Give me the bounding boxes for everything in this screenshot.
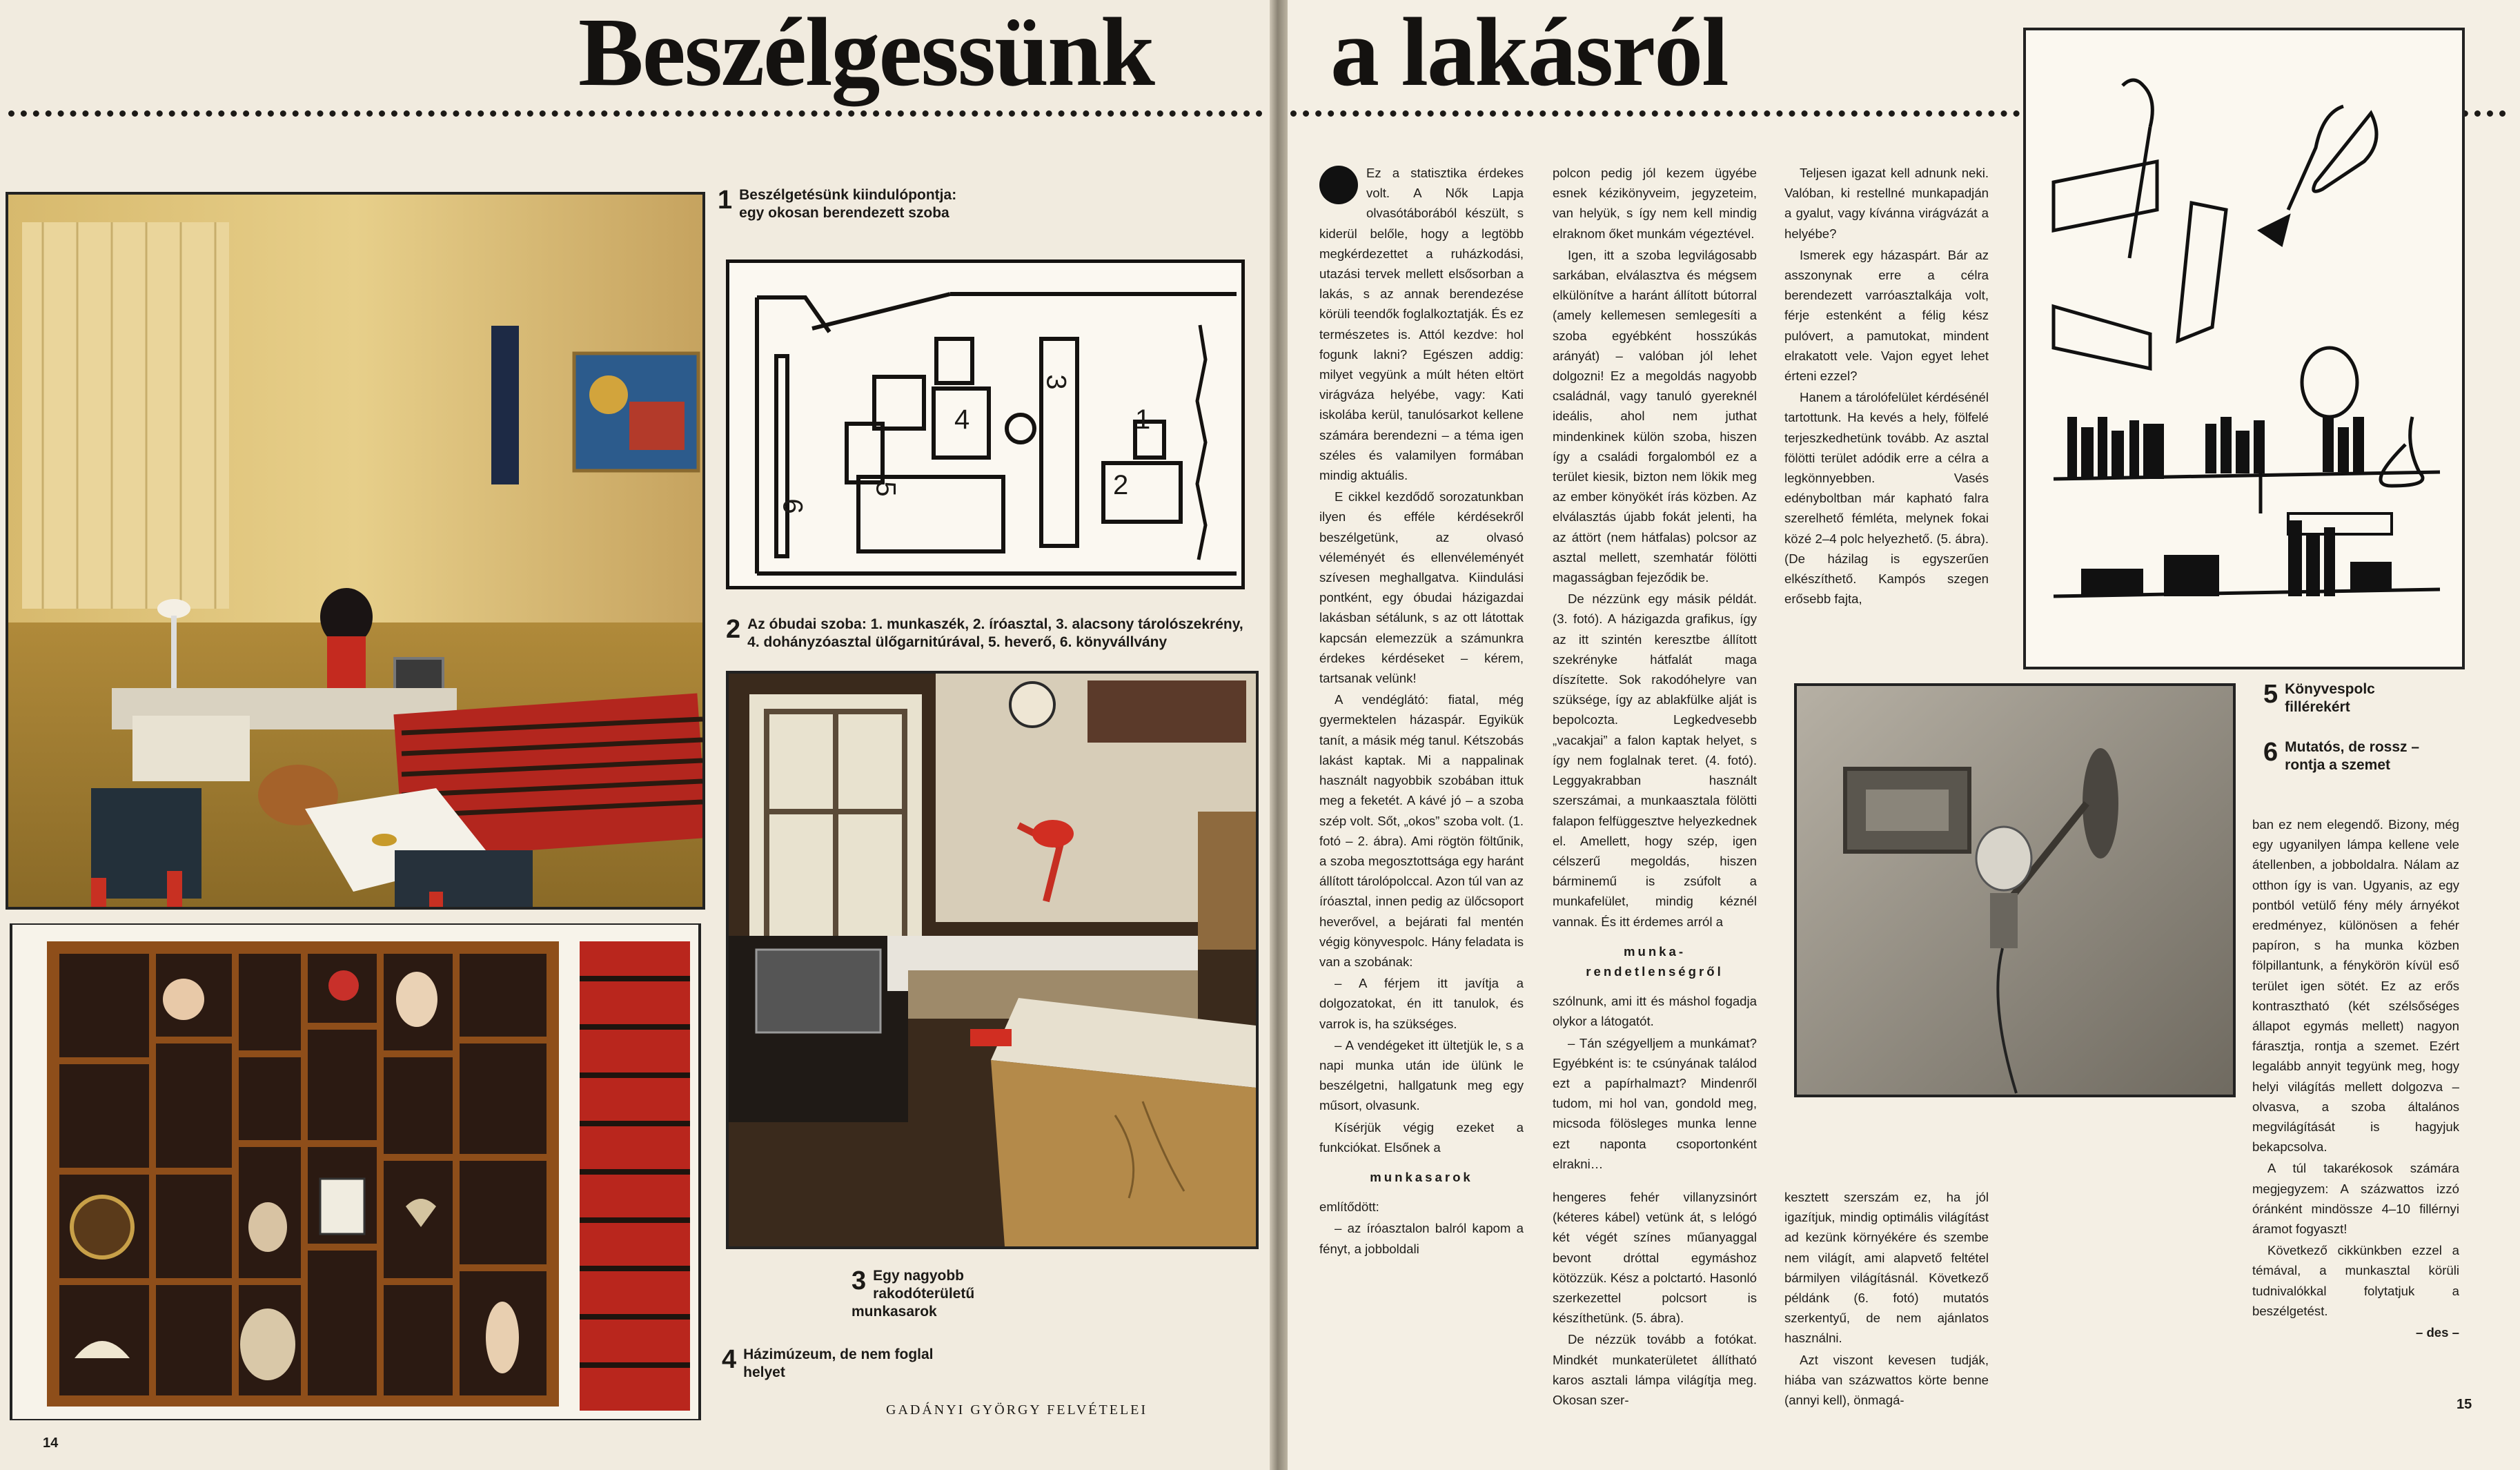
col3b-para-1: hengeres fehér villanyzsinórt (kéteres kábel) vetünk át, s lelógó két végét színes műanyaggal bevont dróttal egymáshoz kötözzük. Kész a polctartó. Hasonló szerkezettel polcsort is készíthetünk. (5. ábra). [1553,1190,1757,1326]
text-column-4-bottom [1784,1187,1989,1411]
col3-para-3: Hanem a tárolófelület kérdésénél tartottunk. Ha kevés a hely, fölfelé terjeszkedhetünk tovább. Az asztal fölötti terület adódik erre a célra a legkönnyebben. Vasés edényboltban már kapható falra szerelhető fémléta, melynek fokai közé 2–4 polc helyezhető. (5. ábra). (De házilag is egyszerűen elkészíthető. Kampós szegen erősebb fajta, [1784,390,1989,607]
col2-para-1: polcon pedig jól kezem ügyébe esnek kézikönyveim, jegyzeteim, van helyük, s így nem kell mindig elraknom őket munkám végeztével. [1553,166,1757,241]
page-gutter [1270,0,1288,1470]
col2-subhead-2: rendetlenségről [1586,963,1724,979]
plan-label-2: 2 [1113,470,1129,500]
article-signature: – des – [2415,1325,2459,1340]
photo-living-room [6,192,705,910]
caption-5-number: 5 [2263,680,2278,709]
text-column-5 [2252,814,2459,1344]
col2-subhead-1: munka- [1623,943,1686,959]
col1-para-2: E cikkel kezdődő sorozatunkban ilyen és efféle kérdésekről beszélgetünk, az olvasó véleményét és ellenvéleményét szívesen meghallgatva. Kiindulási pontként, egy óbudai házigazdai lakásban sétálunk, s az ott látottak kapcsán elemezzük a számunkra érdekes kérdéseket – kérem, tartsanak velünk! [1319,489,1524,686]
caption-3-text: Egy nagyobb rakodóterületű munkasarok [852,1268,975,1320]
caption-3 [852,1267,1010,1321]
plan-label-6: 6 [777,498,808,514]
caption-4 [722,1346,943,1382]
col1-para-1: Ez a statisztika érdekes volt. A Nők Lapja olvasótáborából készült, s kiderül belőle, hogy a legtöbb megkérdezettet a ruházkodási, utazási tervek mellett elsősorban a lakás, s az annak berendezése körüli teendők foglalkoztatják. És ez természetes is. Attól kezdve: hol fogunk lakni? Egészen addig: milyet vegyünk a múlt héten eltört virágváza helyébe, vagy: Kati iskolába kerül, tanulósarkot kellene számára berendezni – a téma igen széles és valamilyen formában mindig aktuális. [1319,166,1524,483]
plan-label-1: 1 [1135,404,1151,435]
page-number-left: 14 [43,1435,59,1451]
col1-tail-2: – az íróasztalon balról kapom a fényt, a jobboldali [1319,1221,1524,1256]
caption-3-number: 3 [852,1266,867,1295]
col1-subhead: munkasarok [1370,1169,1473,1184]
title-left: Beszélgessünk [578,0,1154,106]
title-right: a lakásról [1330,0,1728,106]
caption-1-number: 1 [718,186,733,215]
col1-para-3: A vendéglátó: fiatal, még gyermektelen házaspár. Egyikük tanít, a másik még tanul. Kétszobás lakást kaptak. Mi a nappalinak használt nagyobbik szobában ittuk meg a feketét. A kávé jó – a szoba szép volt. Sőt, „okos” szoba volt. (1. fotó – 2. ábra). Ami rögtön föltűnik, a szoba megosztottsága egy haránt állított tárolópolccal. Azon túl van az íróasztal, innen pedig az ülőcsoport heverővel, a bejárati fal mentén végig könyvespolc. Hány feladata is van a szobának: [1319,692,1524,969]
col2-para-2: Igen, itt a szoba legvilágosabb sarkában, elválasztva és mégsem elkülönítve a haránt állított bútorral (amely kellemesen semlegesíti a szoba egyébként hosszúkás arányát) – valóban jól lehet dolgozni! Ez a megoldás nagyobb családnál, vagy tanuló gyereknél ideális, ahol nem juthat mindenkinek külön szoba, hiszen így a családi forgalomból ez a terület kiesik, bizton nem lökik meg az ember könyökét írás közben. Az elválasztás újabb fokát jelenti, ha az áttört (nem hátfalas) polcsor az asztal mellett, szemhatár fölötti magasságban fejeződik be. [1553,247,1757,585]
floor-plan-diagram [726,259,1245,589]
col1-para-6: Kísérjük végig ezeket a funkciókat. Elsőnek a [1319,1119,1524,1155]
plan-label-4: 4 [954,404,970,435]
caption-6 [2263,738,2463,774]
caption-4-text: Házimúzeum, de nem foglal helyet [743,1346,934,1380]
caption-6-number: 6 [2263,738,2278,767]
text-column-3 [1784,163,1989,610]
caption-1 [718,186,959,222]
text-column-3-bottom [1553,1187,1757,1411]
text-column-1 [1319,163,1524,1260]
col5-para-3: Következő cikkünkben ezzel a témával, a munkasztal körüli tudnivalókkal folytatjuk a beszélgetést. [2252,1243,2459,1318]
col4b-para-1: kesztett szerszám ez, ha jól igazítjuk, mindig optimális világítást ad kezünk környékére és szembe nem világít, ami alapvető feltétel bármilyen világításnál. Következő példánk (6. fotó) mutatós szerkentyű, de nem ajánlatos használni. [1784,1190,1989,1346]
drop-cap-dot [1319,166,1358,204]
col1-para-4: – A férjem itt javítja a dolgozatokat, én itt tanulok, és varrok is, ha szükséges. [1319,976,1524,1031]
col4b-para-2: Azt viszont kevesen tudják, hiába van százwattos körte benne (annyi kell), önmagá- [1784,1352,1989,1408]
col3b-para-2: De nézzük tovább a fotókat. Mindkét munkaterületet állítható karos asztali lámpa világítja meg. Okosan szer- [1553,1332,1757,1408]
col3-para-2: Ismerek egy házaspárt. Bár az asszonynak erre a célra berendezett varróasztalkája volt, férje estenként a félig kész pulóvert, a pamutokat, mindent elrakatott vele. Vajon egyet lehet érteni ezzel? [1784,247,1989,384]
plan-label-3: 3 [1041,374,1072,390]
caption-2 [726,616,1250,651]
caption-6-text: Mutatós, de rossz – rontja a szemet [2285,739,2420,773]
caption-2-text: Az óbudai szoba: 1. munkaszék, 2. íróasztal, 3. alacsony tárolószekrény, 4. dohányzóasztal ülőgarnitúrával, 5. heverő, 6. könyvállvány [747,616,1243,650]
caption-1-text: Beszélgetésünk kiindulópontja: egy okosan berendezett szoba [739,187,957,221]
photo-credit: GADÁNYI GYÖRGY FELVÉTELEI [886,1402,1148,1418]
col1-tail-1: említődött: [1319,1199,1379,1215]
photo-wall-lamp [1794,683,2236,1097]
col3-para-1: Teljesen igazat kell adnunk neki. Valóban, ki restellné munkapadján a gyalut, vagy kívánna virágvázát a helyébe? [1784,166,1989,241]
col1-para-5: – A vendégeket itt ültetjük le, s a napi munka után ide ülünk le beszélgetni, hallgatunk meg egy műsort, olvasunk. [1319,1037,1524,1113]
caption-4-number: 4 [722,1345,737,1374]
text-column-2 [1553,163,1757,1175]
caption-5-text: Könyvespolc fillérekért [2285,681,2375,715]
col2-tail-1: szólnunk, ami itt és máshol fogadja olykor a látogatót. [1553,994,1757,1029]
col2-para-3: De nézzünk egy másik példát. (3. fotó). A házigazda grafikus, így az itt szintén keresztbe állított szekrényke hátfalát maga díszítette. Sok rakodóhelyre van szüksége, így az ablakfülke alját is bepolcozta. Legkedvesebb „vacakjai” a falon kaptak helyet, s így nem foglalnak teret. (4. fotó). Leggyakrabban használt szerszámai, a munkaasztala fölötti falapon felfüggesztve helyezkednek el. Amellett, hogy szép, igen célszerű megoldás, hiszen bárminemű is zsúfolt a munkafelület, mindig kéznél vannak. És itt érdemes arról a [1553,591,1757,929]
dotted-rule-left [8,110,1263,122]
drawing-bookshelf [2023,28,2465,669]
caption-5 [2263,680,2429,716]
page-number-right: 15 [2457,1397,2472,1412]
photo-home-museum [6,923,705,1420]
col5-para-2: A túl takarékosok számára megjegyzem: A százwattos izzó óránként mindössze 4–10 fillérnyi áramot fogyaszt! [2252,1161,2459,1237]
photo-work-corner [726,671,1259,1249]
col5-para-1: ban ez nem elegendő. Bizony, még egy ugyanilyen lámpa kellene vele átellenben, a jobboldalra. Nálam az otthon így is van. Ugyanis, az egy pontból vetülő fény mély árnyékot eredményez, különösen a fehér papíron, s ha munka közben fölpillantunk, a fénykörön kívül eső terület igen sötét. Ez az erős kontrasztható (két szélsőséges állapot egymás mellett) nagyon fárasztja, rontja a szemet. Ezért legalább annyit tegyünk meg, hogy helyi világítás mellett dolgozva – olvasva, a szoba általános megvilágítását is hagyjuk bekapcsolva. [2252,817,2459,1155]
caption-2-number: 2 [726,615,741,644]
plan-label-5: 5 [870,481,901,497]
col2-tail-2: – Tán szégyelljem a munkámat? Egyébként is: te csúnyának találod ezt a papírhalmazt? Mindenről tudom, mi hol van, gondold meg, micsoda fölösleges munka lenne ezt naponta csoportonként elrakni… [1553,1035,1757,1171]
